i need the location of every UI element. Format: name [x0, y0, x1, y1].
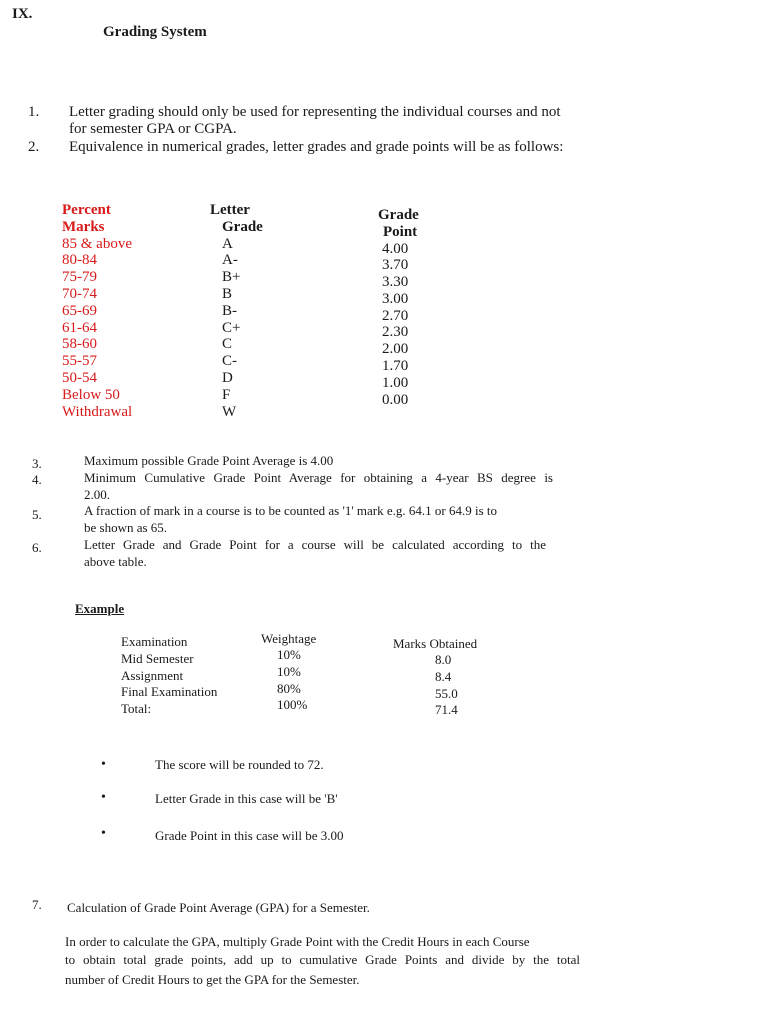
weight-cell: 100% — [277, 697, 308, 713]
letter-cell: C — [222, 336, 233, 353]
point-header-line: Grade — [378, 207, 419, 223]
percent-cell: Withdrawal — [62, 403, 133, 420]
point-cell: 2.30 — [382, 324, 409, 341]
bullet-text: Letter Grade in this case will be 'B' — [155, 791, 338, 806]
rule-number: 3. — [32, 456, 42, 471]
rule-text-line — [84, 470, 553, 486]
letter-cell: C- — [222, 353, 237, 370]
item-text-line: Equivalence in numerical grades, letter grades and grade points will be as follows: — [69, 139, 564, 155]
point-cell: 0.00 — [382, 391, 409, 408]
percent-cell: 61-64 — [62, 319, 97, 336]
marks-cell: 55.0 — [435, 685, 458, 701]
percent-header — [62, 202, 111, 236]
rule-number: 6. — [32, 540, 42, 555]
letter-cell: D — [222, 369, 233, 386]
point-cell: 4.00 — [382, 240, 409, 257]
percent-cell: 50-54 — [62, 369, 97, 386]
gpa-text-line: to obtain total grade points, add up to cumulative Grade Points and divide by the total — [65, 952, 580, 967]
bullet-text: Grade Point in this case will be 3.00 — [155, 828, 344, 843]
weight-header: Weightage — [261, 631, 317, 646]
gpa-text-line-wrap — [65, 952, 580, 968]
percent-cell: 75-79 — [62, 269, 97, 286]
percent-cell: 58-60 — [62, 336, 97, 353]
percent-cell: 55-57 — [62, 353, 97, 370]
item-text-line: Letter grading should only be used for representing the individual courses and not — [69, 104, 561, 120]
gpa-text-line: In order to calculate the GPA, multiply Grade Point with the Credit Hours in each Course — [65, 934, 530, 949]
letter-header-line: Grade — [222, 219, 263, 235]
exam-cell: Examination — [121, 634, 188, 649]
point-column — [382, 241, 408, 409]
letter-column — [222, 236, 240, 421]
point-cell: 3.30 — [382, 274, 409, 291]
bullet-dot: • — [101, 826, 106, 841]
letter-cell: B- — [222, 302, 237, 319]
bullet-dot: • — [101, 790, 106, 805]
exam-cell: Total: — [121, 701, 152, 717]
letter-cell: B — [222, 285, 233, 302]
marks-cell: 8.0 — [435, 652, 452, 667]
letter-header-line: Letter — [210, 202, 250, 218]
section-title: Grading System — [103, 24, 207, 40]
percent-cell: 85 & above — [62, 235, 132, 252]
percent-cell: 70-74 — [62, 285, 97, 302]
rule-text-line: A fraction of mark in a course is to be counted as '1' mark e.g. 64.1 or 64.9 is to — [84, 503, 498, 518]
rule-text: Letter Grade and Grade Point for a course will be calculated according to the — [84, 537, 546, 552]
point-cell: 2.00 — [382, 341, 409, 358]
header-line: Percent — [62, 202, 111, 218]
item-number: 1. — [28, 104, 40, 120]
letter-cell: C+ — [222, 319, 241, 336]
point-cell: 1.70 — [382, 358, 409, 375]
item-number: 2. — [28, 139, 40, 155]
rule-text-line: Maximum possible Grade Point Average is 4.00 — [84, 453, 334, 468]
letter-cell: W — [222, 403, 237, 420]
letter-cell: F — [222, 386, 231, 403]
rule-text-line: 2.00. — [84, 487, 110, 502]
weight-cell: 80% — [277, 680, 301, 696]
bullet-text: The score will be rounded to 72. — [155, 757, 324, 772]
point-cell: 3.70 — [382, 257, 409, 274]
gpa-text-line: number of Credit Hours to get the GPA for the Semester. — [65, 972, 360, 987]
letter-cell: A- — [222, 252, 238, 269]
marks-cell: 71.4 — [435, 702, 458, 718]
percent-cell: 65-69 — [62, 302, 97, 319]
bullet-dot: • — [101, 757, 106, 772]
point-cell: 3.00 — [382, 290, 409, 307]
exam-cell: Final Examination — [121, 684, 218, 700]
weight-column — [277, 647, 307, 714]
exam-column — [121, 634, 217, 718]
rule-text: Minimum Cumulative Grade Point Average for obtaining a 4-year BS degree is — [84, 470, 553, 485]
exam-cell: Assignment — [121, 667, 184, 683]
letter-cell: A — [222, 235, 233, 252]
percent-column — [62, 236, 132, 421]
gpa-title: Calculation of Grade Point Average (GPA) for a Semester. — [67, 900, 370, 915]
point-cell: 2.70 — [382, 307, 409, 324]
letter-cell: B+ — [222, 269, 241, 286]
weight-cell: 10% — [277, 647, 301, 662]
example-heading: Example — [75, 601, 125, 616]
weight-cell: 10% — [277, 663, 301, 679]
item-text-line: for semester GPA or CGPA. — [69, 121, 237, 137]
rule-number: 5. — [32, 507, 42, 522]
rule-text-line: above table. — [84, 554, 147, 569]
point-header-line: Point — [383, 224, 418, 240]
exam-cell: Mid Semester — [121, 650, 194, 666]
marks-column — [435, 652, 458, 719]
section-number: IX. — [12, 6, 33, 22]
rule-number: 4. — [32, 472, 42, 487]
marks-cell: 8.4 — [435, 668, 452, 684]
point-cell: 1.00 — [382, 374, 409, 391]
gpa-number: 7. — [32, 897, 42, 912]
rule-text-line — [84, 537, 546, 553]
percent-cell: Below 50 — [62, 386, 120, 403]
header-line: Marks — [62, 218, 105, 235]
marks-header: Marks Obtained — [393, 636, 478, 651]
percent-cell: 80-84 — [62, 252, 97, 269]
rule-text-line: be shown as 65. — [84, 520, 168, 535]
